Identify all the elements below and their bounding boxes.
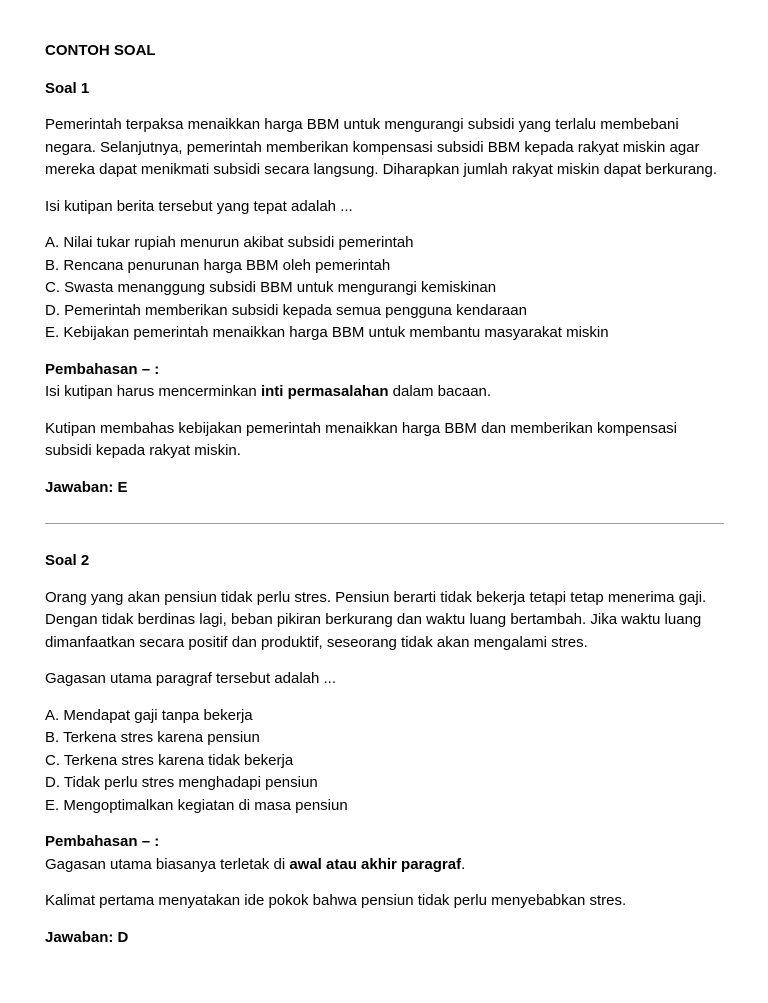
discussion-prefix: Gagasan utama biasanya terletak di xyxy=(45,855,290,873)
option-item-a: A. Mendapat gaji tanpa bekerja xyxy=(45,706,253,724)
question-passage: Pemerintah terpaksa menaikkan harga BBM untuk mengurangi subsidi yang terlalu membebani negara. Selanjutnya, pemerintah memberikan kompensasi subsidi BBM kepada rakyat miskin agar mereka dapat menikmati subsidi secara langsung. Diharapkan jumlah rakyat miskin dapat berkurang. xyxy=(45,116,718,178)
question-heading: Soal 1 xyxy=(45,79,90,97)
option-item-d: D. Tidak perlu stres menghadapi pensiun xyxy=(45,774,318,791)
discussion-bold-phrase: awal atau akhir paragraf xyxy=(289,855,462,873)
question-section-1 xyxy=(45,78,724,500)
options-list xyxy=(45,232,724,345)
discussion-suffix: . xyxy=(461,855,466,873)
discussion-label: Pembahasan – : xyxy=(45,833,160,850)
discussion-label: Pembahasan – : xyxy=(45,360,160,378)
discussion-suffix: dalam bacaan. xyxy=(388,383,492,400)
question-heading: Soal 2 xyxy=(45,552,90,569)
answer-text: Jawaban: E xyxy=(45,478,128,496)
discussion-extra: Kutipan membahas kebijakan pemerintah menaikkan harga BBM dan memberikan kompensasi subsidi kepada rakyat miskin. xyxy=(45,419,678,459)
discussion-extra: Kalimat pertama menyatakan ide pokok bahwa pensiun tidak perlu menyebabkan stres. xyxy=(45,892,627,909)
question-prompt: Gagasan utama paragraf tersebut adalah ... xyxy=(45,670,337,687)
section-divider xyxy=(45,523,724,524)
option-item-e: E. Mengoptimalkan kegiatan di masa pensiun xyxy=(45,796,348,814)
option-item-e: E. Kebijakan pemerintah menaikkan harga BBM untuk membantu masyarakat miskin xyxy=(45,324,609,341)
option-item-c: C. Swasta menanggung subsidi BBM untuk mengurangi kemiskinan xyxy=(45,279,497,296)
option-item-b: B. Terkena stres karena pensiun xyxy=(45,729,260,746)
option-item-d: D. Pemerintah memberikan subsidi kepada semua pengguna kendaraan xyxy=(45,301,527,319)
question-prompt: Isi kutipan berita tersebut yang tepat adalah ... xyxy=(45,197,353,215)
discussion-prefix: Isi kutipan harus mencerminkan xyxy=(45,383,261,400)
option-item-b: B. Rencana penurunan harga BBM oleh pemerintah xyxy=(45,256,391,274)
question-passage: Orang yang akan pensiun tidak perlu stres. Pensiun berarti tidak bekerja tetapi tetap menerima gaji. Dengan tidak berdinas lagi, beban pikiran berkurang dan waktu luang bertambah. Jika waktu luang dimanfaatkan secara positif dan produktif, seseorang tidak akan mengalami stres. xyxy=(45,588,707,651)
discussion-line xyxy=(45,854,724,877)
option-item-c: C. Terkena stres karena tidak bekerja xyxy=(45,751,294,769)
page-title: CONTOH SOAL xyxy=(45,42,156,59)
answer-text: Jawaban: D xyxy=(45,928,129,946)
options-list xyxy=(45,705,724,818)
question-section-2 xyxy=(45,550,724,949)
option-item-a: A. Nilai tukar rupiah menurun akibat subsidi pemerintah xyxy=(45,234,414,251)
discussion-bold-phrase: inti permasalahan xyxy=(260,383,389,400)
discussion-line xyxy=(45,381,724,404)
